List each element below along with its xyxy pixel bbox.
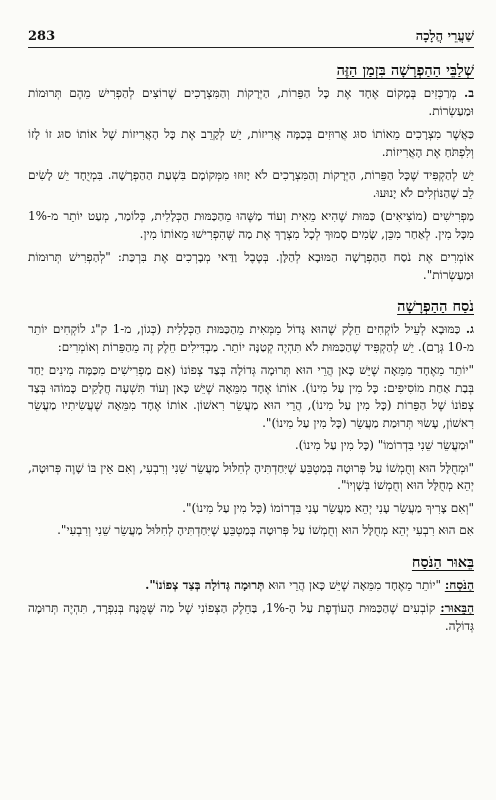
paragraph-marker: ג. <box>465 322 475 336</box>
paragraph: יֵשׁ לְהַקְפִּיד שֶׁכָּל הַפֵּרוֹת, הַיְּרָקוֹת וְהַמִּצְרָכִים לֹא יָזוּזוּ מִמְּקוֹמָם בִּשְׁעַת הַהַפְרָשָׁה. בִּמְיֻחָד יֵשׁ לָשִׂים לֵב שֶׁהַנּוֹזְלִים לֹא יָנוּעוּ. <box>28 168 474 200</box>
paragraph: אוֹמְרִים אֶת נֹסַח הַהַפְרָשָׁה הַמּוּבָא לְהַלָּן. בְּטֶבֶל וַדַּאי מְבָרְכִים אֶת בִּרְכַּת: "לְהַפְרִישׁ תְּרוּמוֹת וּמַעַשְׂרוֹת". <box>28 250 474 282</box>
quoted-formula: אִם הוּא רִבְעִי יְהֵא מְחֻלָּל הוּא וְחֻמְשׁוֹ עַל פְּרוּטָה בְּמַטְבֵּעַ שֶׁיִּחַדְתִּיהָ לְחִלּוּל מַעֲשֵׂר שֵׁנִי וְרִבְעִי". <box>57 523 474 537</box>
term-text: קוֹבְעִים שֶׁהַכַּמּוּת הָעוֹדֶפֶת עַל הָ-1%, בַּחֵלֶק הַצְּפוֹנִי שֶׁל מַה שֶּׁמֻּנָּח בְּנִפְרָד, תִּהְיֶה תְּרוּמָה גְּדוֹלָה. <box>28 601 474 633</box>
paragraph-text: כַּמּוּבָא לְעֵיל לוֹקְחִים חֵלֶק שֶׁהוּא גָּדוֹל מֵמְּאִית מֵהַכַּמּוּת הַכְּלָלִית (כְּגוֹן, מ-1 ק"ג לוֹקְחִים יוֹתֵר מ-10 גְּרָם). יֵשׁ לְהַקְפִּיד שֶׁהַכַּמּוּת לֹא תִּהְיֶה קְטַנָּה יוֹתֵר. מַבְדִּילִים חֵלֶק זֶה מֵהַפֵּרוֹת וְאוֹמְרִים: <box>28 322 474 354</box>
quoted-formula: "וְאִם צָרִיךְ מַעֲשֵׂר עָנִי יְהֵא מַעֲשֵׂר עָנִי בִּדְרוֹמוֹ (כָּל מִין עַל מִינוֹ)". <box>182 500 474 515</box>
term-bold-text: תְּרוּמָה גְּדוֹלָה בְּצַד צְפוֹנוֹ". <box>145 577 265 592</box>
book-title: שַׁעֲרֵי הֲלָכָה <box>415 29 474 44</box>
term-label: הַנֹּסַח: <box>444 577 474 592</box>
term-text: "יוֹתֵר מֵאֶחָד מִמֵּאָה שֶׁיֵּשׁ כָּאן הֲרֵי הוּא <box>264 577 445 592</box>
paragraph <box>28 321 474 356</box>
quoted-formula: "וּמְחֻלָּל הוּא וְחֻמְשׁוֹ עַל פְּרוּטָה בְּמַטְבֵּעַ שֶׁיִּחַדְתִּיהָ לְחִלּוּל מַעֲשֵׂר שֵׁנִי וְרִבְעִי, וְאִם אֵין בּוֹ שָׁוֶה פְּרוּטָה, יְהֵא מְחֻלָּל הוּא וְחֻמְשׁוֹ בְּשָׁוְיוֹ". <box>28 460 474 492</box>
paragraph: כַּאֲשֶׁר מִצְרָכִים מֵאוֹתוֹ סוּג אֲרוּזִים בְּכַמָּה אֲרִיזוֹת, יֵשׁ לְקָרֵב אֶת כָּל הָאֲרִיזוֹת שֶׁל אוֹתוֹ סוּג זוֹ לָזוֹ וְלִפְתֹּחַ אֶת הָאֲרִיזוֹת. <box>28 127 474 159</box>
section-heading-explanation: בֵּאוּר הַנֹּסַח <box>411 553 474 571</box>
paragraph <box>28 85 474 120</box>
explanation-line <box>28 577 474 595</box>
paragraph: מַפְרִישִׁים (מוֹצִיאִים) כַּמּוּת שֶׁהִיא מֵאִית וְעוֹד מַשֶּׁהוּ מֵהַכַּמּוּת הַכְּלָלִית, כְּלוֹמַר, מְעַט יוֹתֵר מ-1% מִכָּל מִין. לְאַחַר מִכֵּן, שָׂמִים סָמוּךְ לְכָל מִצְרָךְ אֶת מַה שֶּׁהִפְרִישׁוּ מֵאוֹתוֹ מִין. <box>28 209 474 241</box>
quoted-formula: "וּמַעֲשֵׂר שֵׁנִי בִּדְרוֹמוֹ" (כָּל מִין עַל מִינוֹ). <box>294 438 474 452</box>
paragraph-marker: ב. <box>464 86 474 100</box>
page-number: 283 <box>28 29 56 44</box>
term-label: הַבֵּאוּר: <box>440 601 474 615</box>
header-rule <box>28 47 474 48</box>
running-header <box>28 28 474 44</box>
section-heading-stages: שְׁלַבֵּי הַהַפְרָשָׁה בִּזְמַן הַזֶּה <box>336 62 474 79</box>
paragraph-text: מְרַכְּזִים בְּמָקוֹם אֶחָד אֶת כָּל הַפֵּרוֹת, הַיְּרָקוֹת וְהַמִּצְרָכִים שֶׁרוֹצִים לְהַפְרִישׁ מֵהֶם תְּרוּמוֹת וּמַעַשְׂרוֹת. <box>28 86 474 118</box>
quoted-formula: "יוֹתֵר מֵאֶחָד מִמֵּאָה שֶׁיֵּשׁ כָּאן הֲרֵי הוּא תְּרוּמָה גְּדוֹלָה בְּצַד צְפוֹנוֹ (אִם מַפְרִישִׁים מִכַּמָּה מִינִים יַחַד בְּבַת אַחַת מוֹסִיפִים: כָּל מִין עַל מִינוֹ). אוֹתוֹ אֶחָד מִמֵּאָה שֶׁיֵּשׁ כָּאן וְעוֹד תִּשְׁעָה חֲלָקִים כָּמוֹהוּ בְּצַד צְפוֹנוֹ שֶׁל הַפֵּרוֹת (כָּל מִין עַל מִינוֹ), הֲרֵי הוּא מַעֲשֵׂר רִאשׁוֹן. אוֹתוֹ אֶחָד מִמֵּאָה שֶׁעֲשִׂיתִיו מַעֲשֵׂר רִאשׁוֹן, עָשׂוּי תְּרוּמַת מַעֲשֵׂר (כָּל מִין עַל מִינוֹ)". <box>28 363 474 430</box>
explanation-line <box>28 600 474 635</box>
section-heading-formula: נֹסַח הַהַפְרָשָׁה <box>397 298 474 315</box>
